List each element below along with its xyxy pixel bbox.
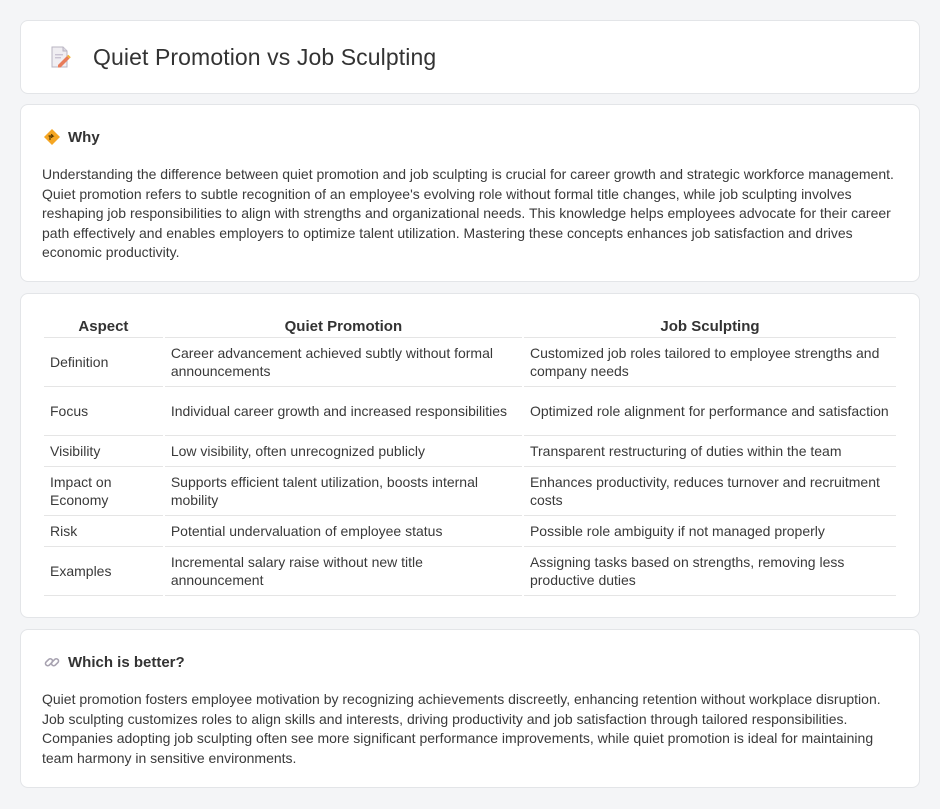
document-pencil-icon	[45, 42, 75, 72]
quiet-promotion-cell: Incremental salary raise without new title announcement	[165, 547, 522, 596]
link-icon	[42, 652, 62, 672]
why-section	[20, 104, 920, 282]
which-is-better-section	[20, 629, 920, 788]
table-row	[44, 547, 896, 596]
quiet-promotion-cell: Individual career growth and increased responsibilities	[165, 387, 522, 436]
why-text: Understanding the difference between quiet promotion and job sculpting is crucial for career growth and strategic workforce management. Quiet promotion refers to subtle recognition of an employee's evolving role without formal title changes, while job sculpting involves reshaping job responsibilities to align with strengths and organizational needs. This knowledge helps employees advocate for their career path effectively and enables employers to optimize talent utilization. Mastering these concepts enhances job satisfaction and drives economic productivity.	[42, 166, 894, 260]
quiet-promotion-cell: Low visibility, often unrecognized publicly	[165, 436, 522, 467]
job-sculpting-cell: Customized job roles tailored to employee strengths and company needs	[524, 338, 896, 387]
aspect-cell: Impact on Economy	[44, 467, 163, 516]
table-row	[44, 516, 896, 547]
quiet-promotion-cell: Potential undervaluation of employee status	[165, 516, 522, 547]
aspect-cell: Definition	[44, 338, 163, 387]
column-header-job-sculpting: Job Sculpting	[524, 316, 896, 338]
job-sculpting-cell: Transparent restructuring of duties within the team	[524, 436, 896, 467]
job-sculpting-cell: Optimized role alignment for performance and satisfaction	[524, 387, 896, 436]
aspect-cell: Visibility	[44, 436, 163, 467]
aspect-cell: Risk	[44, 516, 163, 547]
table-row	[44, 387, 896, 436]
aspect-cell: Focus	[44, 387, 163, 436]
which-is-better-title: Which is better?	[68, 653, 185, 671]
why-heading	[42, 127, 100, 147]
quiet-promotion-cell: Career advancement achieved subtly without formal announcements	[165, 338, 522, 387]
comparison-section	[20, 293, 920, 618]
aspect-cell: Examples	[44, 547, 163, 596]
job-sculpting-cell: Possible role ambiguity if not managed properly	[524, 516, 896, 547]
title-row	[21, 21, 919, 93]
table-row	[44, 467, 896, 516]
table-row	[44, 338, 896, 387]
job-sculpting-cell: Enhances productivity, reduces turnover and recruitment costs	[524, 467, 896, 516]
diamond-sign-icon	[42, 127, 62, 147]
which-is-better-text: Quiet promotion fosters employee motivation by recognizing achievements discreetly, enhancing retention without workplace disruption. Job sculpting customizes roles to align skills and interests, driving productivity and job satisfaction through tailored responsibilities. Companies adopting job sculpting often see more significant performance improvements, while quiet promotion is ideal for maintaining team harmony in sensitive environments.	[42, 691, 881, 766]
table-header-row	[44, 316, 896, 338]
quiet-promotion-cell: Supports efficient talent utilization, boosts internal mobility	[165, 467, 522, 516]
comparison-table	[42, 316, 898, 596]
page-title: Quiet Promotion vs Job Sculpting	[93, 43, 437, 70]
why-title: Why	[68, 128, 100, 146]
table-row	[44, 436, 896, 467]
job-sculpting-cell: Assigning tasks based on strengths, removing less productive duties	[524, 547, 896, 596]
title-card	[20, 20, 920, 94]
column-header-quiet-promotion: Quiet Promotion	[165, 316, 522, 338]
which-is-better-heading	[42, 652, 185, 672]
column-header-aspect: Aspect	[44, 316, 163, 338]
